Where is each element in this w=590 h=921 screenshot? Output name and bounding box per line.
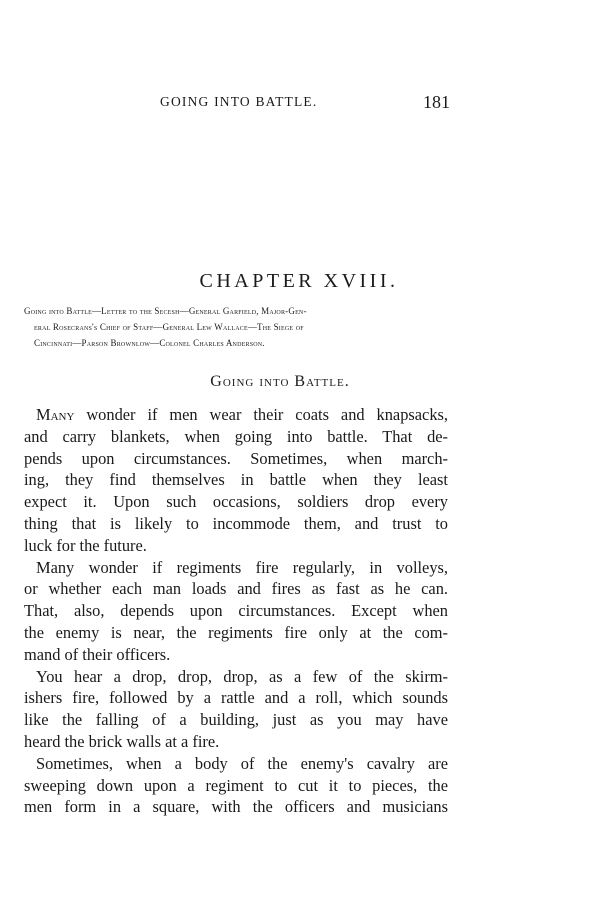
synopsis-line: eral Rosecrans's Chief of Staff—General Lew Wallace—The Siege of [34, 322, 304, 332]
paragraph-line: or whether each man loads and fires as fast as he can. [24, 579, 448, 599]
paragraph-line: heard the brick walls at a fire. [24, 731, 220, 751]
paragraph-line: pends upon circumstances. Sometimes, when march- [24, 448, 448, 468]
paragraph-line: thing that is likely to incommode them, and trust to [24, 513, 448, 533]
paragraph-lead-word: Many [36, 405, 75, 424]
paragraph-line: like the falling of a building, just as you may have [24, 710, 448, 730]
paragraph-line: That, also, depends upon circumstances. Except when [24, 601, 448, 621]
paragraph-line-text: wonder if men wear their coats and knapsacks, [74, 405, 448, 424]
paragraph-line: You hear a drop, drop, drop, as a few of the skirm- [36, 666, 448, 686]
synopsis-line: Cincinnati—Parson Brownlow—Colonel Charles Anderson. [34, 338, 265, 348]
paragraph-line [24, 404, 448, 426]
paragraph-line: ishers fire, followed by a rattle and a roll, which sounds [24, 688, 448, 708]
paragraph-line: Many wonder if regiments fire regularly, in volleys, [36, 557, 448, 577]
running-title: GOING INTO BATTLE. [160, 94, 318, 109]
paragraph-line: and carry blankets, when going into battle. That de- [24, 426, 448, 446]
paragraph-line: ing, they find themselves in battle when they least [24, 470, 448, 490]
page-number: 181 [423, 92, 450, 112]
paragraph-line: mand of their officers. [24, 644, 171, 664]
body-text [24, 404, 448, 818]
synopsis-line: Going into Battle—Letter to the Secesh—General Garfield, Major-Gen- [24, 306, 307, 316]
chapter-synopsis [24, 303, 452, 351]
running-head [0, 92, 590, 116]
paragraph-line: expect it. Upon such occasions, soldiers drop every [24, 492, 448, 512]
paragraph-line: men form in a square, with the officers and musicians [24, 797, 448, 817]
paragraph-line: Sometimes, when a body of the enemy's cavalry are [36, 753, 448, 773]
paragraph-line: luck for the future. [24, 535, 147, 555]
paragraph-line: the enemy is near, the regiments fire only at the com- [24, 622, 448, 642]
paragraph-line: sweeping down upon a regiment to cut it to pieces, the [24, 775, 448, 795]
chapter-title: CHAPTER XVIII. [199, 270, 399, 292]
section-heading: Going into Battle. [210, 373, 350, 390]
